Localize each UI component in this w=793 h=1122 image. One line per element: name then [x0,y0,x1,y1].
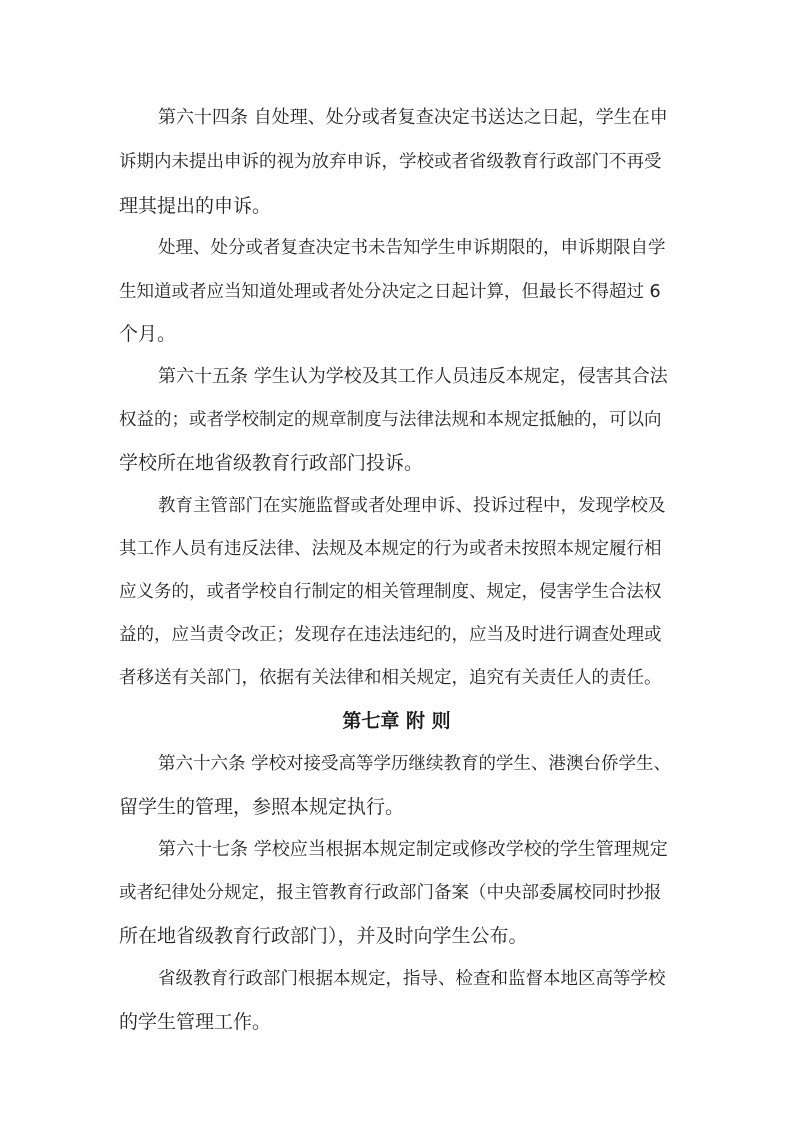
paragraph-line: 的学生管理工作。 [119,1011,272,1033]
article-66-line-1: 第六十六条 学校对接受高等学历继续教育的学生、港澳台侨学生、 [158,754,672,774]
article-65-line-2: 权益的；或者学校制定的规章制度与法律法规和本规定抵触的，可以向 [119,410,662,430]
article-67-line-1: 第六十七条 学校应当根据本规定制定或修改学校的学生管理规定 [158,839,668,860]
article-67-line-2: 或者纪律处分规定，报主管教育行政部门备案（中央部委属校同时抄报 [119,883,662,903]
paragraph-line: 个月。 [119,323,177,345]
paragraph-line: 生知道或者应当知道处理或者处分决定之日起计算，但最长不得超过 6 [119,282,661,302]
paragraph-line: 处理、处分或者复查决定书未告知学生申诉期限的，申诉期限自学 [158,238,666,258]
article-65-line-1: 第六十五条 学生认为学校及其工作人员违反本规定，侵害其合法 [158,366,668,387]
article-64-line-1: 第六十四条 自处理、处分或者复查决定书送达之日起，学生在申 [158,107,668,128]
paragraph-line: 应义务的，或者学校自行制定的相关管理制度、规定，侵害学生合法权 [119,582,662,602]
paragraph-line: 其工作人员有违反法律、法规及本规定的行为或者未按照本规定履行相 [119,539,662,559]
paragraph-line: 者移送有关部门，依据有关法律和相关规定，追究有关责任人的责任。 [119,668,662,688]
article-67-line-3: 所在地省级教育行政部门），并及时向学生公布。 [119,925,528,947]
article-65-line-3: 学校所在地省级教育行政部门投诉。 [119,452,424,474]
article-66-line-2: 留学生的管理，参照本规定执行。 [119,796,405,818]
paragraph-line: 省级教育行政部门根据本规定，指导、检查和监督本地区高等学校 [158,969,666,989]
article-64-line-2: 诉期内未提出申诉的视为放弃申诉，学校或者省级教育行政部门不再受 [119,152,662,172]
paragraph-line: 教育主管部门在实施监督或者处理申诉、投诉过程中，发现学校及 [158,496,666,516]
paragraph-line: 益的，应当责令改正；发现存在违法违纪的，应当及时进行调查处理或 [119,625,662,645]
chapter-heading: 第七章 附 则 [342,710,451,732]
article-64-line-3: 理其提出的申诉。 [119,195,272,217]
